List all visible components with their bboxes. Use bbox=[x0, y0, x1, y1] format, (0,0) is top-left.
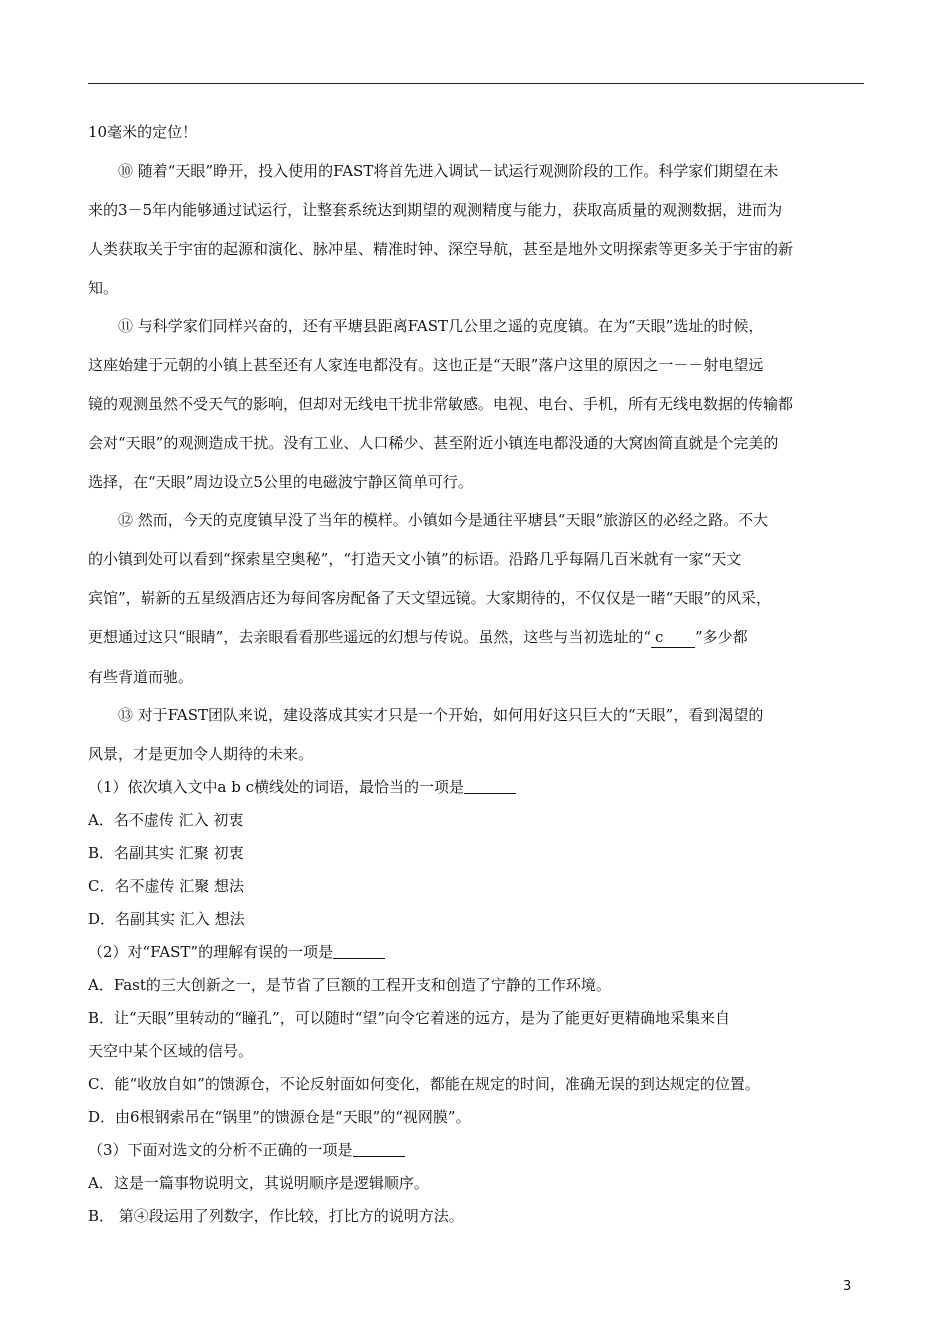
question-stem bbox=[88, 777, 864, 797]
option-a: A．这是一篇事物说明文，其说明顺序是逻辑顺序。 bbox=[88, 1174, 429, 1192]
fill-blank-c: c bbox=[651, 627, 695, 648]
paragraph-line: 宾馆”，崭新的五星级酒店还为每间客房配备了天文望远镜。大家期待的，不仅仅是一睹“天眼”的风采， bbox=[88, 589, 772, 607]
paragraph-line bbox=[88, 627, 864, 648]
page-number: 3 bbox=[843, 1279, 852, 1294]
paragraph-line: 有些背道而驰。 bbox=[88, 668, 194, 686]
question-stem-text: （3）下面对选文的分析不正确的一项是 bbox=[88, 1141, 353, 1159]
line-text: 更想通过这只“眼睛”，去亲眼看看那些遥远的幻想与传说。虽然，这些与当初选址的“ bbox=[88, 628, 652, 646]
option-b: B．名副其实 汇聚 初衷 bbox=[88, 844, 244, 862]
paragraph-line: ⑩ 随着“天眼”睁开，投入使用的FAST将首先进入调试－试运行观测阶段的工作。科学家们期望在未 bbox=[118, 162, 779, 180]
paragraph-line: 知。 bbox=[88, 279, 119, 297]
answer-blank[interactable] bbox=[353, 1142, 405, 1157]
document-body bbox=[88, 122, 864, 1239]
line-text-after-blank: ”多少都 bbox=[695, 628, 748, 646]
question-stem-text: （2）对“FAST”的理解有误的一项是 bbox=[88, 943, 334, 961]
option-d: D．由6根钢索吊在“锅里”的馈源仓是“天眼”的“视网膜”。 bbox=[88, 1108, 471, 1126]
paragraph-line: ⑬ 对于FAST团队来说，建设落成其实才只是一个开始，如何用好这只巨大的“天眼”，看到渴望的 bbox=[118, 706, 764, 724]
paragraph-10 bbox=[88, 161, 864, 298]
paragraph-12 bbox=[88, 510, 864, 687]
option-b: B．让“天眼”里转动的“瞳孔”，可以随时“望”向令它着迷的远方，是为了能更好更精确地采集来自 bbox=[88, 1009, 731, 1027]
question-stem bbox=[88, 942, 864, 962]
paragraph-line: 会对“天眼”的观测造成干扰。没有工业、人口稀少、甚至附近小镇连电都没通的大窝凼简直就是个完美的 bbox=[88, 434, 779, 452]
paragraph-11 bbox=[88, 316, 864, 492]
option-b: B． 第④段运用了列数字，作比较，打比方的说明方法。 bbox=[88, 1207, 464, 1225]
paragraph-line: 来的3－5年内能够通过试运行，让整套系统达到期望的观测精度与能力，获取高质量的观测数据，进而为 bbox=[88, 201, 783, 219]
answer-blank[interactable] bbox=[333, 944, 385, 959]
question-stem bbox=[88, 1140, 864, 1160]
option-c: C．名不虚传 汇聚 想法 bbox=[88, 877, 245, 895]
option-b-continued: 天空中某个区域的信号。 bbox=[88, 1042, 254, 1060]
option-a: A．Fast的三大创新之一，是节省了巨额的工程开支和创造了宁静的工作环境。 bbox=[88, 976, 611, 994]
paragraph-line: 人类获取关于宇宙的起源和演化、脉冲星、精准时钟、深空导航，甚至是地外文明探索等更多关于宇宙的新 bbox=[88, 240, 794, 258]
paragraph-line: 镜的观测虽然不受天气的影响，但却对无线电干扰非常敏感。电视、电台、手机，所有无线电数据的传输都 bbox=[88, 395, 794, 413]
paragraph-line: 的小镇到处可以看到“探索星空奥秘”，“打造天文小镇”的标语。沿路几乎每隔几百米就有一家“天文 bbox=[88, 550, 742, 568]
question-1 bbox=[88, 777, 864, 929]
continued-line: 10毫米的定位！ bbox=[88, 123, 198, 141]
option-a: A．名不虚传 汇入 初衷 bbox=[88, 811, 244, 829]
paragraph-13 bbox=[88, 705, 864, 764]
paragraph-line: ⑫ 然而，今天的克度镇早没了当年的模样。小镇如今是通往平塘县“天眼”旅游区的必经之路。不大 bbox=[118, 511, 769, 529]
paragraph-line: 这座始建于元朝的小镇上甚至还有人家连电都没有。这也正是“天眼”落户这里的原因之一－－射电望远 bbox=[88, 356, 764, 374]
question-stem-text: （1）依次填入文中a b c横线处的词语，最恰当的一项是 bbox=[88, 778, 465, 796]
header-rule bbox=[88, 83, 864, 84]
option-c: C．能“收放自如”的馈源仓，不论反射面如何变化，都能在规定的时间，准确无误的到达规定的位置。 bbox=[88, 1075, 760, 1093]
answer-blank[interactable] bbox=[464, 779, 516, 794]
paragraph-line: 选择，在“天眼”周边设立5公里的电磁波宁静区简单可行。 bbox=[88, 473, 473, 491]
paragraph-line: 风景，才是更加令人期待的未来。 bbox=[88, 745, 314, 763]
paragraph-line: ⑪ 与科学家们同样兴奋的，还有平塘县距离FAST几公里之遥的克度镇。在为“天眼”选址的时候， bbox=[118, 317, 764, 335]
option-d: D．名副其实 汇入 想法 bbox=[88, 910, 245, 928]
question-2 bbox=[88, 942, 864, 1127]
question-3 bbox=[88, 1140, 864, 1226]
